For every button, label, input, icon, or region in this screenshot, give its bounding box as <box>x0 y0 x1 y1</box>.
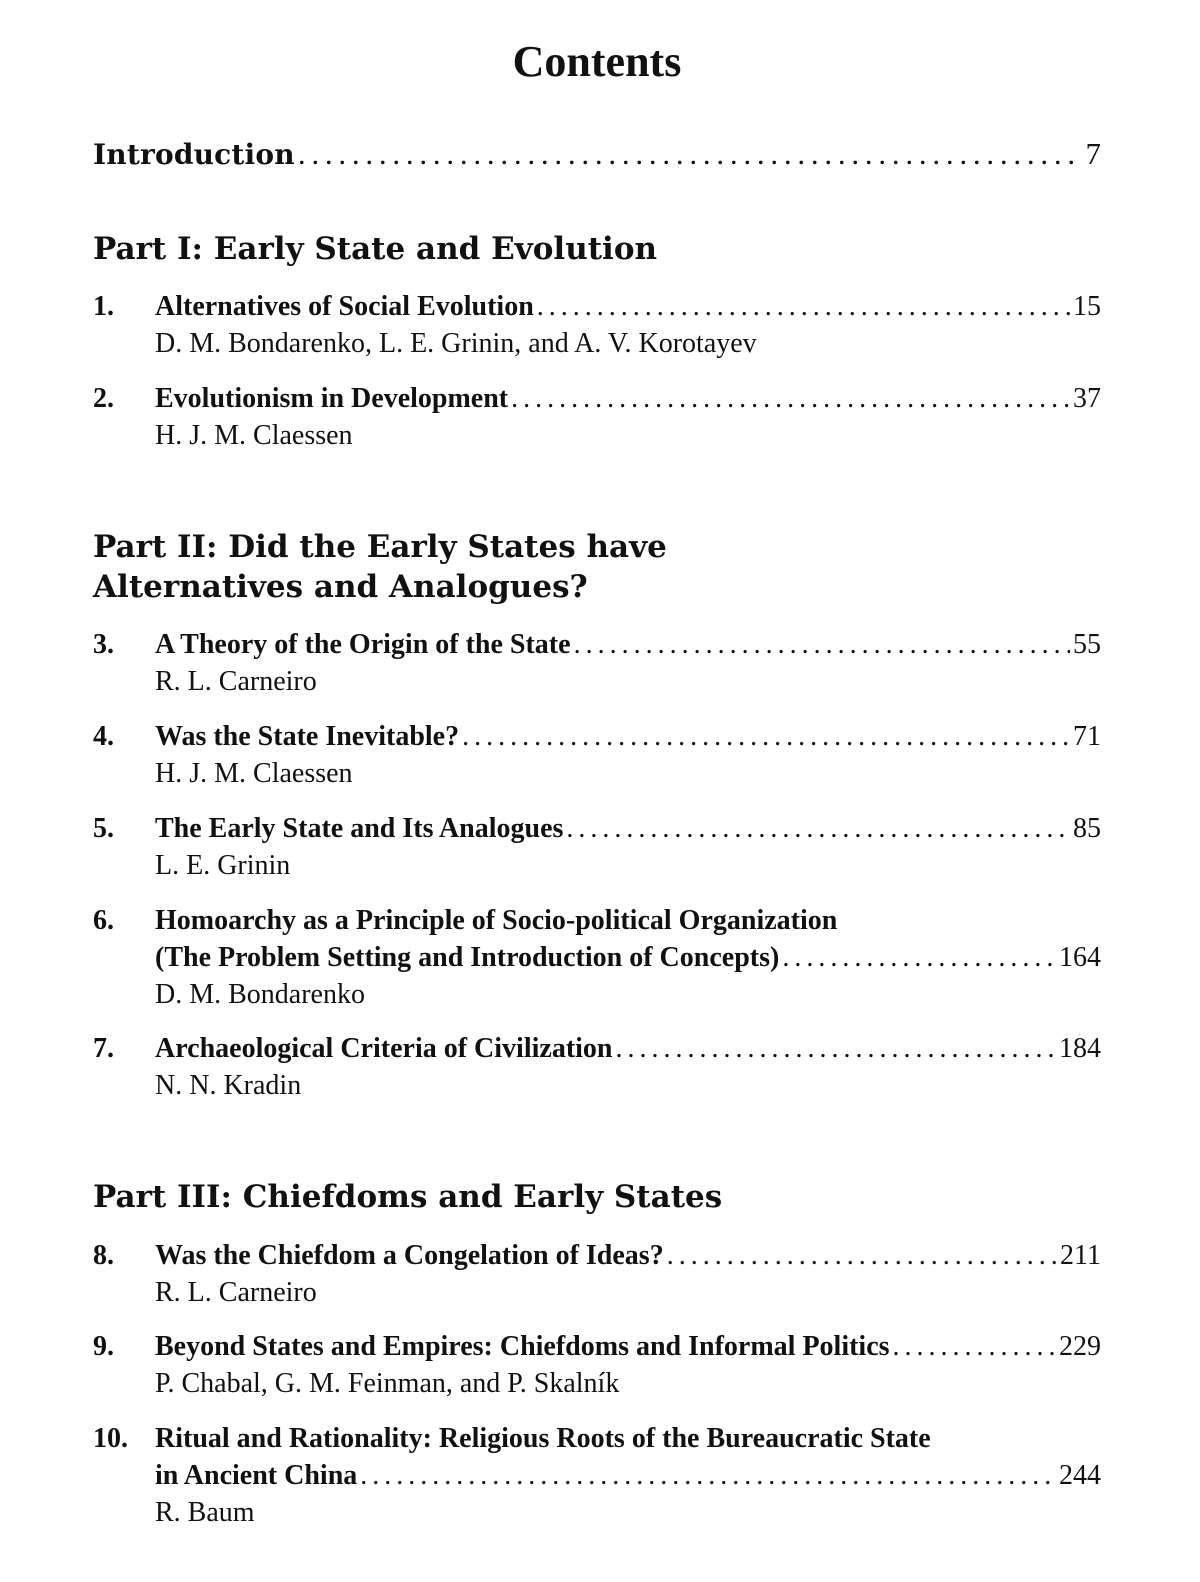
entry-page: 15 <box>1073 291 1101 322</box>
dot-leader <box>462 718 1070 755</box>
toc-entry <box>93 1030 1101 1104</box>
entry-authors: P. Chabal, G. M. Feinman, and P. Skalník <box>155 1368 620 1399</box>
entry-number: 5. <box>93 813 114 844</box>
entry-title-line: Ritual and Rationality: Religious Roots of the Bureaucratic State <box>155 1423 931 1454</box>
toc-entry <box>93 288 1101 362</box>
entry-title: (The Problem Setting and Introduction of Concepts) <box>155 942 780 973</box>
entry-authors: L. E. Grinin <box>155 850 291 881</box>
entry-title: Evolutionism in Development <box>155 383 509 414</box>
entry-page: 85 <box>1073 813 1101 844</box>
dot-leader <box>360 1457 1056 1494</box>
dot-leader <box>893 1328 1056 1365</box>
entry-title: A Theory of the Origin of the State <box>155 629 571 660</box>
entry-authors: R. L. Carneiro <box>155 666 317 697</box>
entry-page: 37 <box>1073 383 1101 414</box>
part-heading: Part III: Chiefdoms and Early States <box>93 1179 723 1215</box>
dot-leader <box>574 626 1070 663</box>
entry-title: Was the Chiefdom a Congelation of Ideas? <box>155 1240 664 1271</box>
entry-page: 229 <box>1059 1331 1101 1362</box>
dot-leader <box>511 380 1070 417</box>
entry-page: 244 <box>1059 1460 1101 1491</box>
entry-number: 1. <box>93 291 114 322</box>
entry-page: 71 <box>1073 721 1101 752</box>
entry-title: Alternatives of Social Evolution <box>155 291 534 322</box>
toc-entry <box>93 718 1101 792</box>
entry-number: 6. <box>93 905 114 936</box>
dot-leader <box>782 939 1056 976</box>
entry-page: 55 <box>1073 629 1101 660</box>
toc-entry <box>93 902 1101 1013</box>
toc-introduction <box>93 134 1101 175</box>
dot-leader <box>566 810 1070 847</box>
entry-page: 164 <box>1059 942 1101 973</box>
entry-page: 184 <box>1059 1033 1101 1064</box>
toc-entry <box>93 626 1101 700</box>
entry-number: 9. <box>93 1331 114 1362</box>
dot-leader <box>537 288 1070 325</box>
entry-number: 8. <box>93 1240 114 1271</box>
part-heading <box>93 527 1101 607</box>
entry-title-line: Homoarchy as a Principle of Socio-political Organization <box>155 905 838 936</box>
dot-leader <box>667 1237 1057 1274</box>
entry-authors: H. J. M. Claessen <box>155 758 353 789</box>
dot-leader <box>616 1030 1057 1067</box>
entry-authors: D. M. Bondarenko, L. E. Grinin, and A. V. Korotayev <box>155 328 757 359</box>
entry-authors: R. L. Carneiro <box>155 1277 317 1308</box>
entry-title: Beyond States and Empires: Chiefdoms and Informal Politics <box>155 1331 890 1362</box>
part-heading: Part I: Early State and Evolution <box>93 231 658 267</box>
toc-entry <box>93 810 1101 884</box>
page-title: Contents <box>512 37 682 86</box>
introduction-page: 7 <box>1085 136 1101 171</box>
entry-title: Archaeological Criteria of Civilization <box>155 1033 613 1064</box>
entry-number: 2. <box>93 383 114 414</box>
toc-entry <box>93 1328 1101 1402</box>
introduction-label: Introduction <box>93 138 295 171</box>
part-heading-line: Alternatives and Analogues? <box>93 569 588 605</box>
entry-title: in Ancient China <box>155 1460 358 1491</box>
entry-authors: R. Baum <box>155 1497 255 1528</box>
entry-title: Was the State Inevitable? <box>155 721 460 752</box>
entry-number: 10. <box>93 1423 128 1454</box>
toc-entry <box>93 380 1101 454</box>
part-heading-line: Part II: Did the Early States have <box>93 529 667 565</box>
toc-entry <box>93 1420 1101 1531</box>
entry-number: 7. <box>93 1033 114 1064</box>
entry-title: The Early State and Its Analogues <box>155 813 564 844</box>
entry-number: 4. <box>93 721 114 752</box>
entry-authors: D. M. Bondarenko <box>155 979 365 1010</box>
toc-entry <box>93 1237 1101 1311</box>
entry-page: 211 <box>1060 1240 1101 1271</box>
dot-leader <box>298 134 1083 174</box>
entry-authors: N. N. Kradin <box>155 1070 302 1101</box>
entry-authors: H. J. M. Claessen <box>155 420 353 451</box>
entry-number: 3. <box>93 629 114 660</box>
